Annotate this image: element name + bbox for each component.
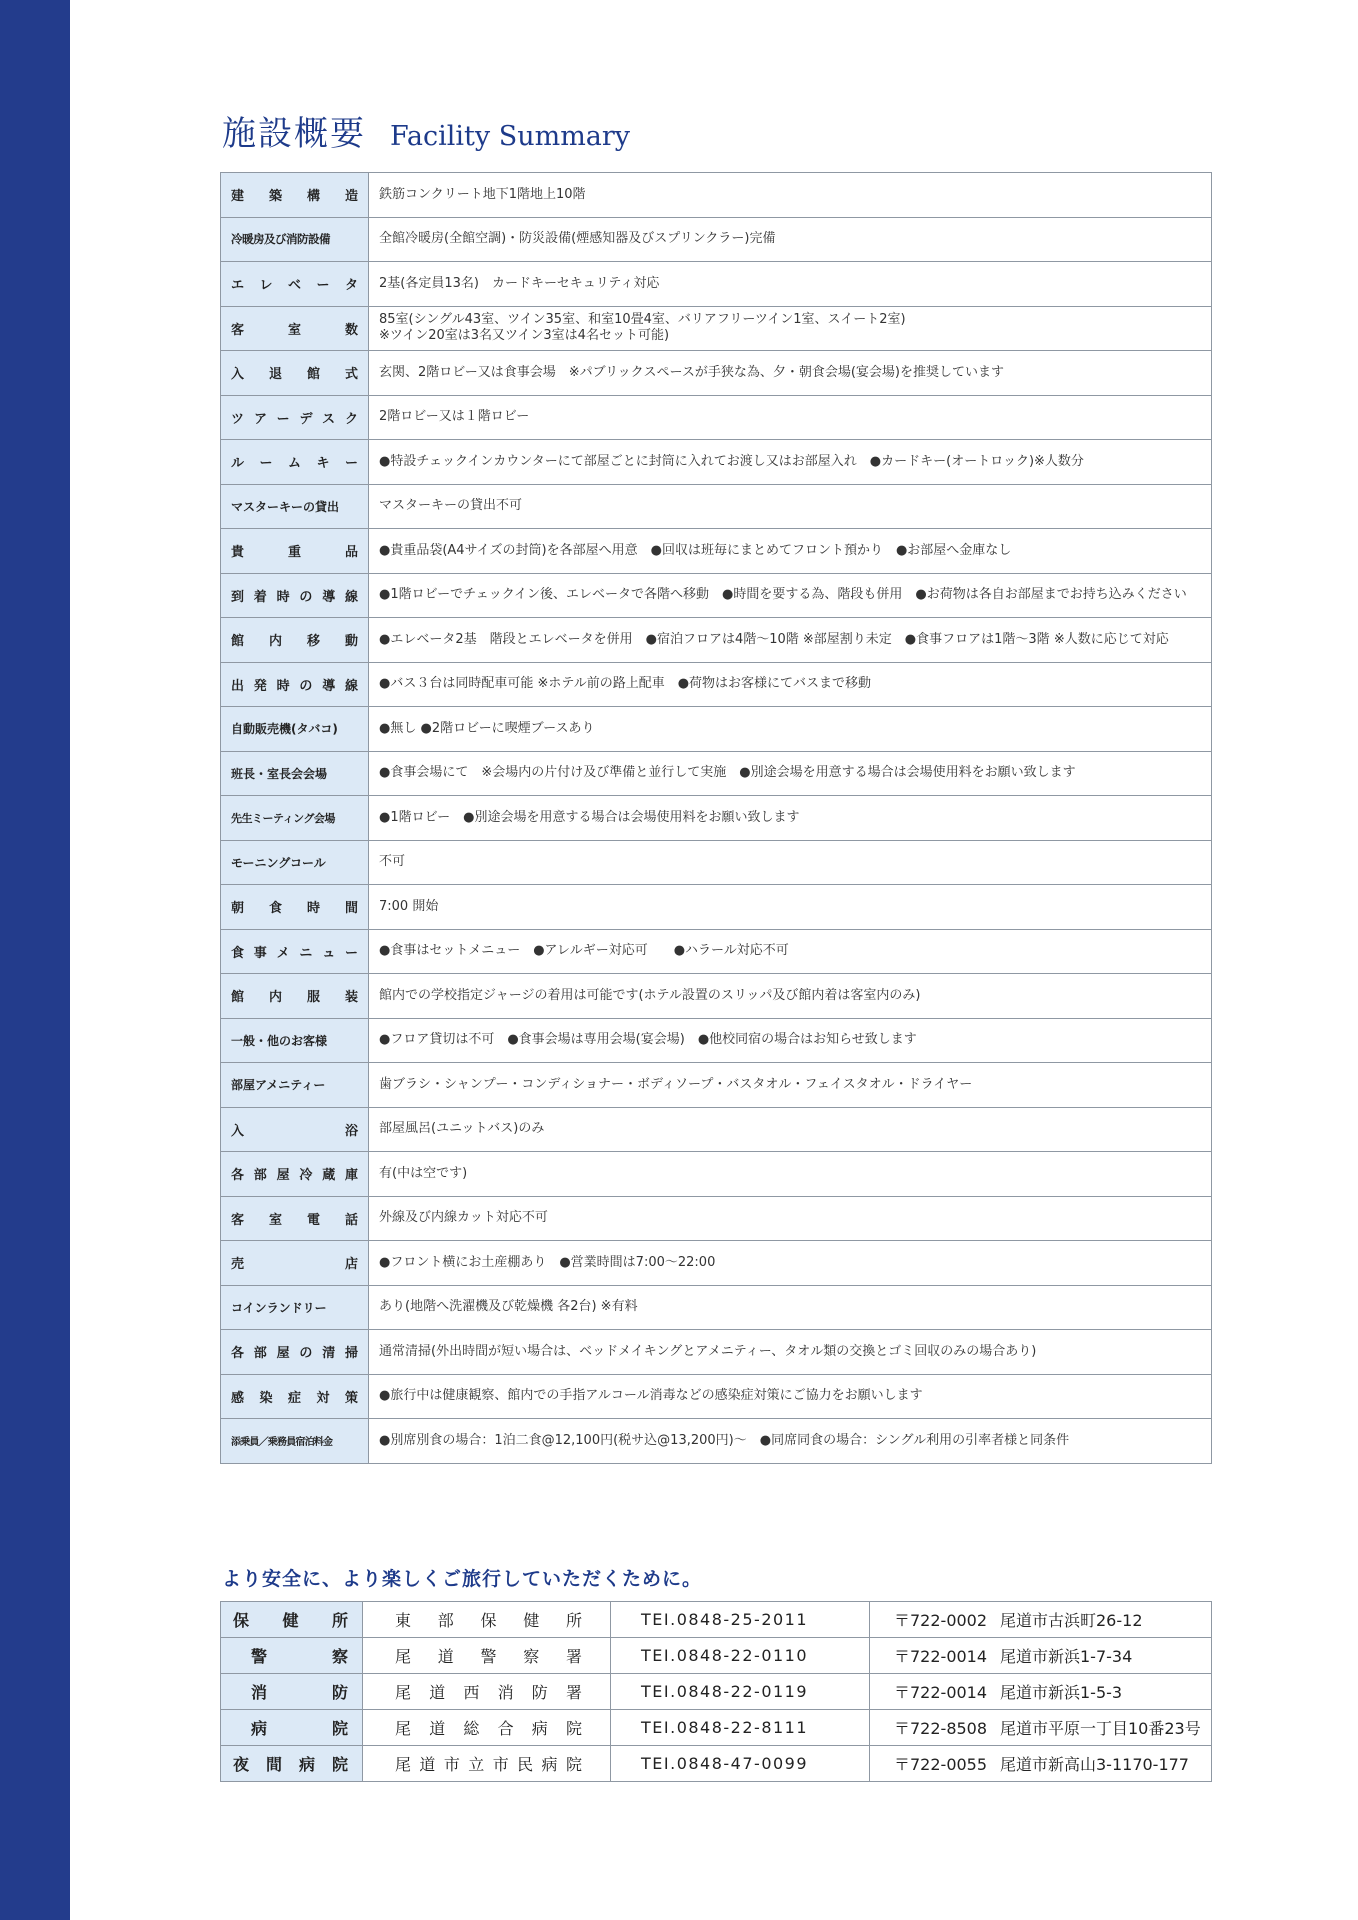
row-label: 客室電話 <box>221 1196 369 1241</box>
contact-address-cell <box>870 1746 1212 1782</box>
row-label: 到着時の導線 <box>221 573 369 618</box>
row-label: モーニングコール <box>221 840 369 885</box>
row-label: 入浴 <box>221 1107 369 1152</box>
row-value: ●特設チェックインカウンターにて部屋ごとに封筒に入れてお渡し又はお部屋入れ ●カードキー(オートロック)※人数分 <box>369 440 1212 485</box>
table-row <box>221 1152 1212 1197</box>
contact-zip: 〒722-8508 <box>894 1719 988 1738</box>
row-label: ルームキー <box>221 440 369 485</box>
table-row <box>221 573 1212 618</box>
row-value: ●食事会場にて ※会場内の片付け及び準備と並行して実施 ●別途会場を用意する場合は会場使用料をお願い致します <box>369 751 1212 796</box>
row-label: 売店 <box>221 1241 369 1286</box>
contact-zip: 〒722-0014 <box>894 1647 988 1666</box>
row-label: 客室数 <box>221 306 369 351</box>
contact-phone: TEI.0848-22-0119 <box>611 1674 870 1710</box>
row-value: 玄関、2階ロビー又は食事会場 ※パブリックスペースが手狭な為、夕・朝食会場(宴会場)を推奨しています <box>369 351 1212 396</box>
table-row <box>221 1374 1212 1419</box>
contact-label: 警察 <box>221 1638 363 1674</box>
row-value: ●1階ロビーでチェックイン後、エレベータで各階へ移動 ●時間を要する為、階段も併用 ●お荷物は各自お部屋までお持ち込みください <box>369 573 1212 618</box>
table-row <box>221 306 1212 351</box>
table-row <box>221 1330 1212 1375</box>
row-value: 全館冷暖房(全館空調)・防災設備(煙感知器及びスプリンクラー)完備 <box>369 217 1212 262</box>
row-value: ●フロア貸切は不可 ●食事会場は専用会場(宴会場) ●他校同宿の場合はお知らせ致します <box>369 1018 1212 1063</box>
table-row <box>221 1107 1212 1152</box>
row-label: 一般・他のお客様 <box>221 1018 369 1063</box>
table-row <box>221 840 1212 885</box>
row-label: 冷暖房及び消防設備 <box>221 217 369 262</box>
row-label: 館内移動 <box>221 618 369 663</box>
row-value: ●フロント横にお土産棚あり ●営業時間は7:00〜22:00 <box>369 1241 1212 1286</box>
row-label: 部屋アメニティー <box>221 1063 369 1108</box>
row-value: ●バス３台は同時配車可能 ※ホテル前の路上配車 ●荷物はお客様にてバスまで移動 <box>369 662 1212 707</box>
row-label: 各部屋冷蔵庫 <box>221 1152 369 1197</box>
contact-address-cell <box>870 1710 1212 1746</box>
row-label: 自動販売機(タバコ) <box>221 707 369 752</box>
table-row <box>221 1285 1212 1330</box>
contact-address: 尾道市平原一丁目10番23号 <box>1000 1719 1201 1738</box>
table-row <box>221 484 1212 529</box>
row-value: ●食事はセットメニュー ●アレルギー対応可 ●ハラール対応不可 <box>369 929 1212 974</box>
row-label: コインランドリー <box>221 1285 369 1330</box>
row-label: ツアーデスク <box>221 395 369 440</box>
page-title-ja: 施設概要 <box>222 114 366 154</box>
row-label: 館内服装 <box>221 974 369 1019</box>
row-label: 貴重品 <box>221 529 369 574</box>
contact-label: 病院 <box>221 1710 363 1746</box>
row-value: 不可 <box>369 840 1212 885</box>
table-row <box>221 751 1212 796</box>
row-value: 外線及び内線カット対応不可 <box>369 1196 1212 1241</box>
table-row <box>221 173 1212 218</box>
table-row <box>221 707 1212 752</box>
table-row <box>221 351 1212 396</box>
row-value: マスターキーの貸出不可 <box>369 484 1212 529</box>
row-label: 班長・室長会会場 <box>221 751 369 796</box>
contact-name: 尾道総合病院 <box>363 1710 611 1746</box>
row-value: 部屋風呂(ユニットバス)のみ <box>369 1107 1212 1152</box>
row-label: 添乗員／乗務員宿泊料金 <box>221 1419 369 1464</box>
contact-row <box>221 1638 1212 1674</box>
page-title-en: Facility Summary <box>390 121 631 152</box>
table-row <box>221 395 1212 440</box>
contact-zip: 〒722-0002 <box>894 1611 988 1630</box>
table-row <box>221 974 1212 1019</box>
table-row <box>221 885 1212 930</box>
row-value: 2階ロビー又は１階ロビー <box>369 395 1212 440</box>
table-row <box>221 1419 1212 1464</box>
row-value: 有(中は空です) <box>369 1152 1212 1197</box>
row-value: あり(地階へ洗濯機及び乾燥機 各2台) ※有料 <box>369 1285 1212 1330</box>
table-row <box>221 1063 1212 1108</box>
emergency-contacts-table <box>220 1601 1212 1782</box>
table-row <box>221 1196 1212 1241</box>
row-label: 感染症対策 <box>221 1374 369 1419</box>
contact-row <box>221 1710 1212 1746</box>
row-value: 7:00 開始 <box>369 885 1212 930</box>
contact-label: 消防 <box>221 1674 363 1710</box>
contact-name: 東部保健所 <box>363 1602 611 1638</box>
row-label: 食事メニュー <box>221 929 369 974</box>
table-row <box>221 217 1212 262</box>
row-value: ●旅行中は健康観察、館内での手指アルコール消毒などの感染症対策にご協力をお願いします <box>369 1374 1212 1419</box>
contact-zip: 〒722-0055 <box>894 1755 988 1774</box>
contact-label: 保健所 <box>221 1602 363 1638</box>
row-value: ●別席別食の場合：1泊二食@12,100円(税サ込@13,200円)〜 ●同席同食の場合：シングル利用の引率者様と同条件 <box>369 1419 1212 1464</box>
contact-phone: TEI.0848-22-8111 <box>611 1710 870 1746</box>
contact-address: 尾道市新高山3-1170-177 <box>1000 1755 1189 1774</box>
contact-phone: TEI.0848-22-0110 <box>611 1638 870 1674</box>
row-value: 2基(各定員13名) カードキーセキュリティ対応 <box>369 262 1212 307</box>
table-row <box>221 1018 1212 1063</box>
row-value: ●エレベータ2基 階段とエレベータを併用 ●宿泊フロアは4階〜10階 ※部屋割り未定 ●食事フロアは1階〜3階 ※人数に応じて対応 <box>369 618 1212 663</box>
contact-name: 尾道西消防署 <box>363 1674 611 1710</box>
contact-zip: 〒722-0014 <box>894 1683 988 1702</box>
table-row <box>221 529 1212 574</box>
contact-label: 夜間病院 <box>221 1746 363 1782</box>
row-label: 建築構造 <box>221 173 369 218</box>
row-value: 85室(シングル43室、ツイン35室、和室10畳4室、バリアフリーツイン1室、スイート2室) ※ツイン20室は3名又ツイン3室は4名セット可能) <box>369 306 1212 351</box>
row-value: 鉄筋コンクリート地下1階地上10階 <box>369 173 1212 218</box>
contact-phone: TEI.0848-47-0099 <box>611 1746 870 1782</box>
row-value: 館内での学校指定ジャージの着用は可能です(ホテル設置のスリッパ及び館内着は客室内のみ) <box>369 974 1212 1019</box>
row-value: 通常清掃(外出時間が短い場合は、ベッドメイキングとアメニティー、タオル類の交換とゴミ回収のみの場合あり) <box>369 1330 1212 1375</box>
row-label: 出発時の導線 <box>221 662 369 707</box>
contact-name: 尾道市立市民病院 <box>363 1746 611 1782</box>
row-label: 入退館式 <box>221 351 369 396</box>
table-row <box>221 1241 1212 1286</box>
row-label: 各部屋の清掃 <box>221 1330 369 1375</box>
contact-row <box>221 1746 1212 1782</box>
contact-name: 尾道警察署 <box>363 1638 611 1674</box>
contact-phone: TEI.0848-25-2011 <box>611 1602 870 1638</box>
row-value: ●1階ロビー ●別途会場を用意する場合は会場使用料をお願い致します <box>369 796 1212 841</box>
side-color-band <box>0 0 70 1920</box>
row-value: ●貴重品袋(A4サイズの封筒)を各部屋へ用意 ●回収は班毎にまとめてフロント預かり ●お部屋へ金庫なし <box>369 529 1212 574</box>
contact-row <box>221 1674 1212 1710</box>
row-label: 先生ミーティング会場 <box>221 796 369 841</box>
row-value: ●無し ●2階ロビーに喫煙ブースあり <box>369 707 1212 752</box>
row-label: 朝食時間 <box>221 885 369 930</box>
facility-summary-table <box>220 172 1212 1464</box>
contact-address-cell <box>870 1674 1212 1710</box>
table-row <box>221 796 1212 841</box>
row-label: エレベータ <box>221 262 369 307</box>
table-row <box>221 262 1212 307</box>
row-label: マスターキーの貸出 <box>221 484 369 529</box>
contact-address: 尾道市古浜町26-12 <box>1000 1611 1143 1630</box>
contact-address: 尾道市新浜1-5-3 <box>1000 1683 1123 1702</box>
contact-address-cell <box>870 1638 1212 1674</box>
table-row <box>221 618 1212 663</box>
safety-heading: より安全に、より楽しくご旅行していただくために。 <box>222 1568 703 1590</box>
table-row <box>221 440 1212 485</box>
contact-row <box>221 1602 1212 1638</box>
table-row <box>221 662 1212 707</box>
row-value: 歯ブラシ・シャンプー・コンディショナー・ボディソープ・バスタオル・フェイスタオル・ドライヤー <box>369 1063 1212 1108</box>
table-row <box>221 929 1212 974</box>
contact-address: 尾道市新浜1-7-34 <box>1000 1647 1133 1666</box>
page-title <box>222 106 630 156</box>
contact-address-cell <box>870 1602 1212 1638</box>
